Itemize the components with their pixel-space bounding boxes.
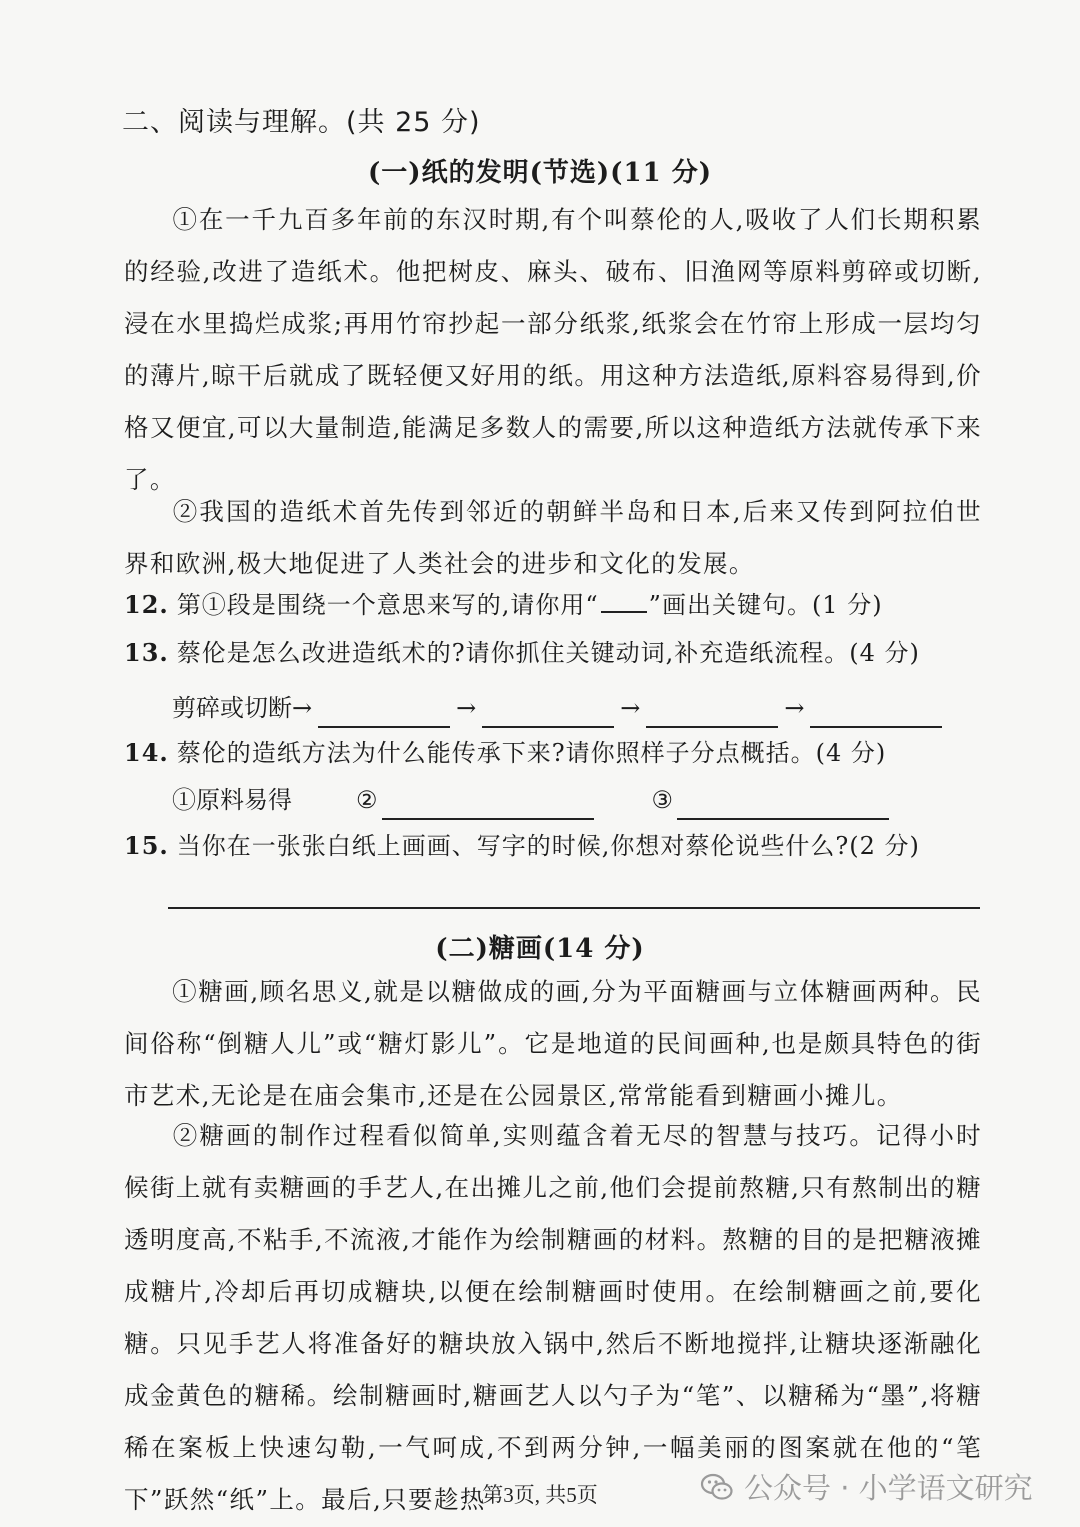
example-answer: ①原料易得 <box>172 786 292 814</box>
passage1-title: (一)纸的发明(节选)(11 分) <box>367 158 713 188</box>
answer-blank[interactable] <box>810 700 942 728</box>
paper-making-flow <box>172 688 948 728</box>
flow-start: 剪碎或切断 <box>172 694 292 722</box>
question-12 <box>124 585 994 625</box>
answer-blank[interactable] <box>646 700 778 728</box>
answer-blank[interactable] <box>601 589 647 613</box>
question-text: ”画出关键句。(1 分) <box>648 591 883 619</box>
paragraph-text: ①糖画,顾名思义,就是以糖做成的画,分为平面糖画与立体糖画两种。民间俗称“倒糖人儿”或“糖灯影儿”。它是地道的民间画种,也是颇具特色的街市艺术,无论是在庙会集市,还是在公园景区,常常能看到糖画小摊儿。 <box>124 977 982 1110</box>
question-number: 12. <box>124 590 169 619</box>
arrow-icon: → <box>456 694 477 722</box>
answer-mark: ③ <box>651 786 674 814</box>
question-13 <box>124 633 994 673</box>
watermark-text: 公众号 · 小学语文研究 <box>744 1471 1033 1505</box>
question-text: 当你在一张张白纸上画画、写字的时候,你想对蔡伦说些什么?(2 分) <box>176 832 920 860</box>
passage2-paragraph-1 <box>124 966 982 1122</box>
passage2-title: (二)糖画(14 分) <box>435 934 645 964</box>
question-number: 13. <box>124 638 169 667</box>
answer-blank[interactable] <box>482 700 614 728</box>
question-15 <box>124 826 994 866</box>
answer-slot-3 <box>652 780 890 820</box>
answer-blank[interactable] <box>677 790 889 820</box>
passage1-paragraph-2 <box>124 486 982 590</box>
question-text: 蔡伦的造纸方法为什么能传承下来?请你照样子分点概括。(4 分) <box>176 739 887 767</box>
arrow-icon: → <box>784 694 805 722</box>
section-title: 二、阅读与理解。(共 25 分) <box>122 107 481 138</box>
question-14-answers <box>172 780 932 820</box>
answer-slot-2 <box>356 780 594 820</box>
wechat-icon <box>700 1470 734 1504</box>
question-14 <box>124 733 994 773</box>
paragraph-text: ②糖画的制作过程看似简单,实则蕴含着无尽的智慧与技巧。记得小时候街上就有卖糖画的手艺人,在出摊儿之前,他们会提前熬糖,只有熬制出的糖透明度高,不粘手,不流液,才能作为绘制糖画的材料。熬糖的目的是把糖液摊成糖片,冷却后再切成糖块,以便在绘制糖画时使用。在绘制糖画之前,要化糖。只见手艺人将准备好的糖块放入锅中,然后不断地搅拌,让糖块逐渐融化成金黄色的糖稀。绘制糖画时,糖画艺人以勺子为“笔”、以糖稀为“墨”,将糖稀在案板上快速勾勒,一气呵成,不到两分钟,一幅美丽的图案就在他的“笔下”跃然“纸”上。最后,只要趁热 <box>124 1121 982 1514</box>
page-number: 第3页, 共5页 <box>482 1483 598 1507</box>
watermark <box>700 1466 1033 1507</box>
answer-blank[interactable] <box>382 790 594 820</box>
answer-blank[interactable] <box>318 700 450 728</box>
paragraph-text: ②我国的造纸术首先传到邻近的朝鲜半岛和日本,后来又传到阿拉伯世界和欧洲,极大地促进了人类社会的进步和文化的发展。 <box>124 497 982 578</box>
paragraph-text: ①在一千九百多年前的东汉时期,有个叫蔡伦的人,吸收了人们长期积累的经验,改进了造纸术。他把树皮、麻头、破布、旧渔网等原料剪碎或切断,浸在水里捣烂成浆;再用竹帘抄起一部分纸浆,纸浆会在竹帘上形成一层均匀的薄片,晾干后就成了既轻便又好用的纸。用这种方法造纸,原料容易得到,价格又便宜,可以大量制造,能满足多数人的需要,所以这种造纸方法就传承下来了。 <box>124 205 982 494</box>
arrow-icon: → <box>620 694 641 722</box>
passage1-paragraph-1 <box>124 194 982 506</box>
question-number: 14. <box>124 738 169 767</box>
arrow-icon: → <box>292 694 313 722</box>
answer-mark: ② <box>356 786 378 814</box>
question-text: 第①段是围绕一个意思来写的,请你用“ <box>176 591 599 619</box>
answer-line[interactable] <box>168 907 980 909</box>
question-text: 蔡伦是怎么改进造纸术的?请你抓住关键动词,补充造纸流程。(4 分) <box>176 639 920 667</box>
question-number: 15. <box>124 831 169 860</box>
